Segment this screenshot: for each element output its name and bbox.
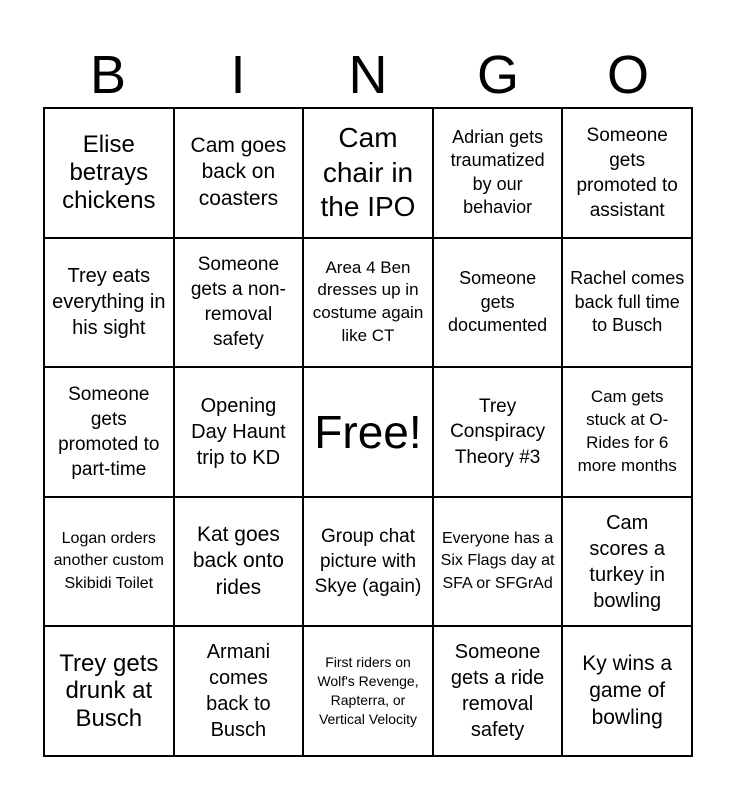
- cell-text: Kat goes back onto rides: [192, 522, 284, 599]
- bingo-cell[interactable]: [44, 238, 174, 368]
- bingo-cell[interactable]: [433, 497, 563, 627]
- bingo-cell[interactable]: [433, 108, 563, 238]
- bingo-cell[interactable]: [44, 626, 174, 756]
- header-letter-b: B: [89, 45, 127, 105]
- header-letter-n: N: [348, 45, 388, 105]
- cell-text: Someone gets promoted to part-time: [58, 383, 160, 481]
- cell-text: Opening Day Haunt trip to KD: [191, 394, 286, 469]
- cell-text: Cam chair in the IPO: [320, 122, 416, 223]
- cell-text: Area 4 Ben dresses up in costume again like CT: [312, 257, 424, 346]
- cell-text: Trey gets drunk at Busch: [59, 649, 159, 732]
- bingo-cell[interactable]: [562, 497, 692, 627]
- cell-text: Someone gets promoted to assistant: [576, 124, 678, 221]
- cell-text: Ky wins a game of bowling: [582, 652, 673, 729]
- bingo-cell[interactable]: [44, 367, 174, 497]
- bingo-cell[interactable]: [174, 108, 304, 238]
- cell-text: First riders on Wolf's Revenge, Rapterra, or Vertical Velocity: [317, 654, 419, 728]
- bingo-cell[interactable]: [303, 108, 433, 238]
- header-letter-o: O: [606, 45, 649, 105]
- bingo-cell[interactable]: [303, 626, 433, 756]
- bingo-cell[interactable]: [174, 367, 304, 497]
- bingo-cell[interactable]: [562, 108, 692, 238]
- bingo-header: [43, 44, 693, 106]
- cell-text: Armani comes back to Busch: [206, 641, 271, 742]
- cell-text: Cam gets stuck at O-Rides for 6 more months: [577, 387, 677, 475]
- cell-text: Someone gets documented: [448, 268, 548, 336]
- bingo-cell[interactable]: [303, 238, 433, 368]
- cell-text: Someone gets a ride removal safety: [450, 641, 545, 742]
- bingo-cell[interactable]: [433, 238, 563, 368]
- cell-text: Adrian gets traumatized by our behavior: [450, 127, 545, 218]
- header-letter-i: I: [230, 45, 246, 105]
- cell-text: Rachel comes back full time to Busch: [570, 268, 685, 336]
- cell-text: Cam scores a turkey in bowling: [589, 511, 665, 612]
- cell-text: Trey Conspiracy Theory #3: [450, 396, 546, 468]
- bingo-cell[interactable]: [303, 497, 433, 627]
- free-space[interactable]: [303, 367, 433, 497]
- cell-text: Group chat picture with Skye (again): [314, 525, 422, 598]
- header-letter-g: G: [476, 45, 519, 105]
- bingo-cell[interactable]: [562, 367, 692, 497]
- bingo-cell[interactable]: [562, 626, 692, 756]
- cell-text: Elise betrays chickens: [62, 131, 156, 214]
- bingo-cell[interactable]: [174, 497, 304, 627]
- bingo-cell[interactable]: [174, 626, 304, 756]
- cell-text: Trey eats everything in his sight: [52, 265, 166, 340]
- free-label: Free!: [314, 405, 422, 458]
- cell-text: Someone gets a non-removal safety: [190, 254, 286, 351]
- bingo-cell[interactable]: [174, 238, 304, 368]
- cell-text: Everyone has a Six Flags day at SFA or SFGrAd: [440, 530, 555, 592]
- bingo-board: [43, 107, 693, 757]
- bingo-cell[interactable]: [44, 497, 174, 627]
- bingo-cell[interactable]: [562, 238, 692, 368]
- bingo-cell[interactable]: [44, 108, 174, 238]
- cell-text: Cam goes back on coasters: [190, 133, 287, 211]
- cell-text: Logan orders another custom Skibidi Toilet: [53, 530, 164, 592]
- bingo-cell[interactable]: [433, 367, 563, 497]
- bingo-cell[interactable]: [433, 626, 563, 756]
